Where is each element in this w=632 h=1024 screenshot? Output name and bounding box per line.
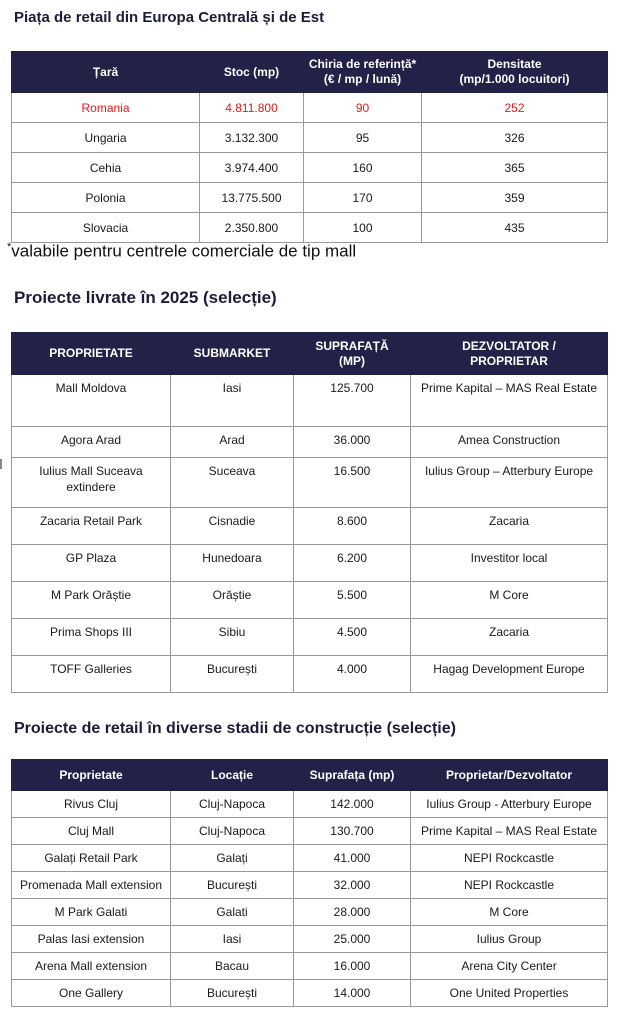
table-cell: 6.200 bbox=[294, 545, 411, 582]
table-cell: NEPI Rockcastle bbox=[411, 845, 608, 872]
table-row bbox=[12, 427, 608, 458]
table-cell: Cluj-Napoca bbox=[171, 818, 294, 845]
table-cell: București bbox=[171, 872, 294, 899]
table-cell: 4.500 bbox=[294, 619, 411, 656]
table-cell: 28.000 bbox=[294, 899, 411, 926]
table-cell: 359 bbox=[422, 183, 608, 213]
table-row bbox=[12, 656, 608, 693]
column-header: DEZVOLTATOR / PROPRIETAR bbox=[411, 333, 608, 375]
table-row bbox=[12, 619, 608, 656]
table-cell: Zacaria bbox=[411, 619, 608, 656]
table-row bbox=[12, 375, 608, 427]
column-header: Țară bbox=[12, 52, 200, 93]
margin-mark bbox=[0, 459, 2, 469]
table-row bbox=[12, 926, 608, 953]
table-cell: 130.700 bbox=[294, 818, 411, 845]
column-header: PROPRIETATE bbox=[12, 333, 171, 375]
table-cell: 95 bbox=[304, 123, 422, 153]
table-cell: Iulius Group – Atterbury Europe bbox=[411, 458, 608, 508]
table-cell: 14.000 bbox=[294, 980, 411, 1007]
table-cell: 435 bbox=[422, 213, 608, 243]
table-cell: Arena City Center bbox=[411, 953, 608, 980]
retail-market-table bbox=[11, 51, 608, 243]
table-cell: Amea Construction bbox=[411, 427, 608, 458]
table-cell: 100 bbox=[304, 213, 422, 243]
table3-title: Proiecte de retail în diverse stadii de construcție (selecție) bbox=[14, 720, 456, 737]
table-cell: Galați Retail Park bbox=[12, 845, 171, 872]
table-row bbox=[12, 582, 608, 619]
table-cell: București bbox=[171, 656, 294, 693]
table-cell: GP Plaza bbox=[12, 545, 171, 582]
table-cell: Cisnadie bbox=[171, 508, 294, 545]
table-row bbox=[12, 123, 608, 153]
column-header: Suprafața (mp) bbox=[294, 760, 411, 791]
table-cell: Arena Mall extension bbox=[12, 953, 171, 980]
table-cell: 326 bbox=[422, 123, 608, 153]
table-cell: 170 bbox=[304, 183, 422, 213]
table-header-row bbox=[12, 760, 608, 791]
footnote-mark: * bbox=[7, 241, 12, 253]
table-cell: Palas Iasi extension bbox=[12, 926, 171, 953]
table-row bbox=[12, 818, 608, 845]
table-cell: Ungaria bbox=[12, 123, 200, 153]
table-cell: 252 bbox=[422, 93, 608, 123]
table-cell: Iulius Group bbox=[411, 926, 608, 953]
table-cell: One United Properties bbox=[411, 980, 608, 1007]
table-cell: 4.000 bbox=[294, 656, 411, 693]
footnote-text: valabile pentru centrele comerciale de tip mall bbox=[11, 241, 357, 261]
table-cell: Galati bbox=[171, 899, 294, 926]
table-cell: Bacau bbox=[171, 953, 294, 980]
table2-title: Proiecte livrate în 2025 (selecție) bbox=[14, 288, 277, 307]
table-cell: M Core bbox=[411, 899, 608, 926]
table-cell: Agora Arad bbox=[12, 427, 171, 458]
table-cell: Iulius Mall Suceava extindere bbox=[12, 458, 171, 508]
column-header: Chiria de referință* (€ / mp / lună) bbox=[304, 52, 422, 93]
table-row bbox=[12, 213, 608, 243]
table-cell: București bbox=[171, 980, 294, 1007]
table-header-row bbox=[12, 333, 608, 375]
table-cell: Cluj Mall bbox=[12, 818, 171, 845]
table-cell: 41.000 bbox=[294, 845, 411, 872]
table-cell: Suceava bbox=[171, 458, 294, 508]
table-cell: 2.350.800 bbox=[200, 213, 304, 243]
column-header: SUPRAFAȚĂ (MP) bbox=[294, 333, 411, 375]
table-cell: Polonia bbox=[12, 183, 200, 213]
table-cell: TOFF Galleries bbox=[12, 656, 171, 693]
column-header: SUBMARKET bbox=[171, 333, 294, 375]
table-cell: 3.974.400 bbox=[200, 153, 304, 183]
table-row bbox=[12, 845, 608, 872]
table-row bbox=[12, 93, 608, 123]
table-cell: Hagag Development Europe bbox=[411, 656, 608, 693]
table-row bbox=[12, 508, 608, 545]
table-cell: Zacaria Retail Park bbox=[12, 508, 171, 545]
column-header: Stoc (mp) bbox=[200, 52, 304, 93]
table-cell: Cluj-Napoca bbox=[171, 791, 294, 818]
table-cell: Zacaria bbox=[411, 508, 608, 545]
table-cell: Iasi bbox=[171, 375, 294, 427]
table-cell: 125.700 bbox=[294, 375, 411, 427]
table-row bbox=[12, 153, 608, 183]
table-cell: NEPI Rockcastle bbox=[411, 872, 608, 899]
table-header-row bbox=[12, 52, 608, 93]
footnote bbox=[7, 241, 356, 262]
table-cell: 16.000 bbox=[294, 953, 411, 980]
table-cell: 90 bbox=[304, 93, 422, 123]
table-row bbox=[12, 953, 608, 980]
table-cell: Sibiu bbox=[171, 619, 294, 656]
table-cell: Cehia bbox=[12, 153, 200, 183]
table-cell: 160 bbox=[304, 153, 422, 183]
table-cell: 5.500 bbox=[294, 582, 411, 619]
table-cell: 36.000 bbox=[294, 427, 411, 458]
construction-projects-table bbox=[11, 759, 608, 1007]
table-cell: Romania bbox=[12, 93, 200, 123]
table-cell: Iasi bbox=[171, 926, 294, 953]
table-cell: One Gallery bbox=[12, 980, 171, 1007]
table1-title: Piața de retail din Europa Centrală și de Est bbox=[14, 9, 325, 26]
table-cell: M Core bbox=[411, 582, 608, 619]
table-cell: Rivus Cluj bbox=[12, 791, 171, 818]
table-cell: M Park Galati bbox=[12, 899, 171, 926]
column-header: Locație bbox=[171, 760, 294, 791]
table-cell: Promenada Mall extension bbox=[12, 872, 171, 899]
column-header: Proprietar/Dezvoltator bbox=[411, 760, 608, 791]
table-row bbox=[12, 980, 608, 1007]
table-cell: Hunedoara bbox=[171, 545, 294, 582]
column-header: Densitate (mp/1.000 locuitori) bbox=[422, 52, 608, 93]
table-cell: Slovacia bbox=[12, 213, 200, 243]
table-cell: 16.500 bbox=[294, 458, 411, 508]
table-cell: Arad bbox=[171, 427, 294, 458]
table-cell: Prime Kapital – MAS Real Estate bbox=[411, 818, 608, 845]
table-cell: Prime Kapital – MAS Real Estate bbox=[411, 375, 608, 427]
table-cell: 25.000 bbox=[294, 926, 411, 953]
table-cell: M Park Orăștie bbox=[12, 582, 171, 619]
table-cell: 13.775.500 bbox=[200, 183, 304, 213]
table-cell: 3.132.300 bbox=[200, 123, 304, 153]
table-cell: Galați bbox=[171, 845, 294, 872]
table-row bbox=[12, 458, 608, 508]
table-cell: 8.600 bbox=[294, 508, 411, 545]
table-row bbox=[12, 899, 608, 926]
table-cell: Orăștie bbox=[171, 582, 294, 619]
table-row bbox=[12, 791, 608, 818]
table-cell: Prima Shops III bbox=[12, 619, 171, 656]
table-cell: Investitor local bbox=[411, 545, 608, 582]
table-cell: 32.000 bbox=[294, 872, 411, 899]
table-cell: Iulius Group - Atterbury Europe bbox=[411, 791, 608, 818]
table-row bbox=[12, 872, 608, 899]
table-cell: 142.000 bbox=[294, 791, 411, 818]
table-row bbox=[12, 545, 608, 582]
table-cell: 4.811.800 bbox=[200, 93, 304, 123]
column-header: Proprietate bbox=[12, 760, 171, 791]
table-row bbox=[12, 183, 608, 213]
table-cell: Mall Moldova bbox=[12, 375, 171, 427]
table-cell: 365 bbox=[422, 153, 608, 183]
delivered-projects-table bbox=[11, 332, 608, 693]
